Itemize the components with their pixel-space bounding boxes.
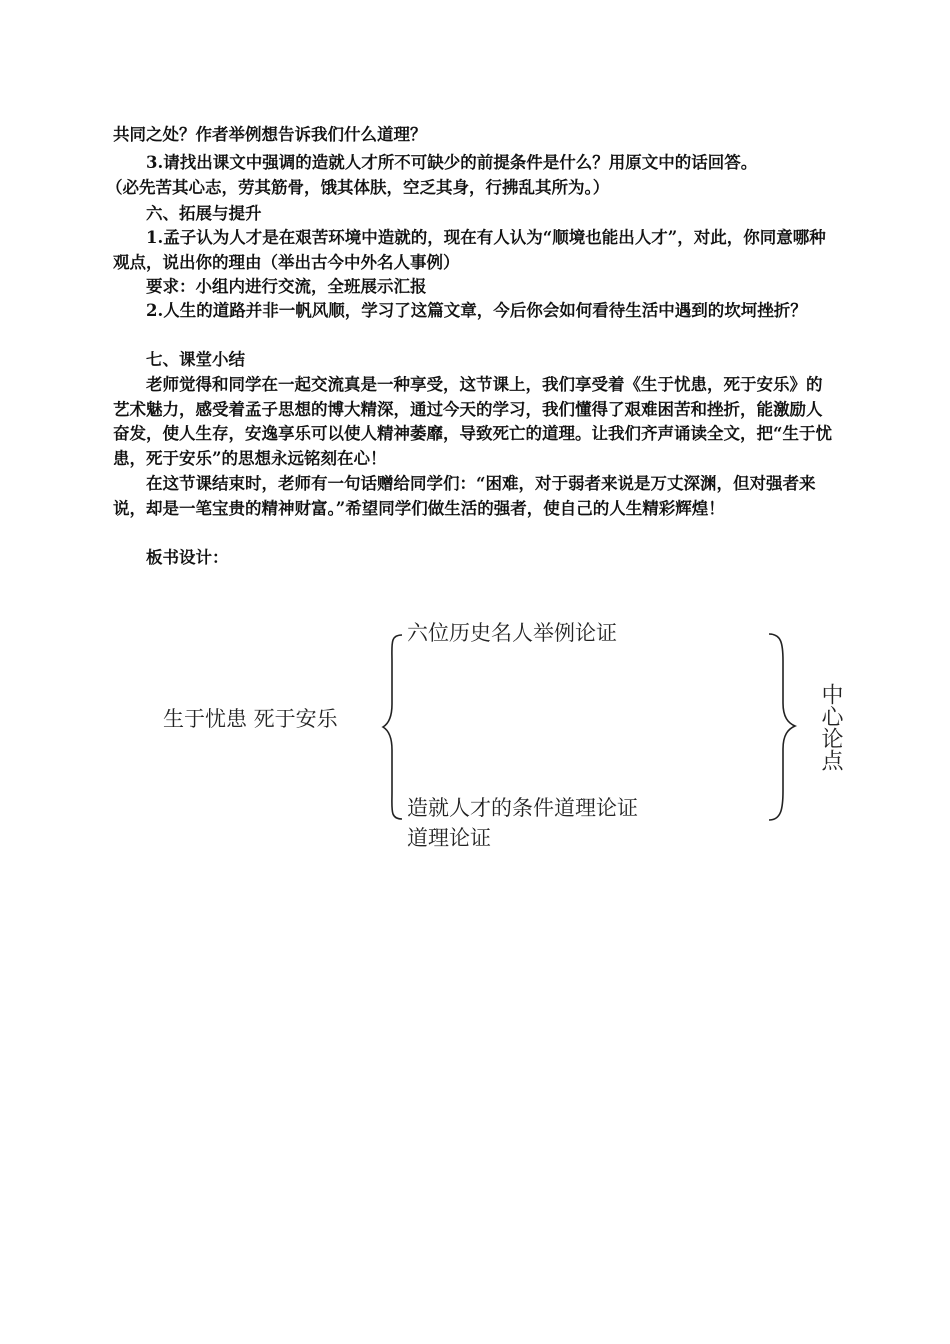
board-title: 生于忧患 死于安乐 [163,707,338,731]
paragraph-9: 老师觉得和同学在一起交流真是一种享受，这节课上，我们享受着《生于忧患，死于安乐》的艺术魅力，感受着孟子思想的博大精深，通过今天的学习，我们懂得了艰难困苦和挫折，能激励人奋发，使人生存，安逸享乐可以使人精神萎靡，导致死亡的道理。让我们齐声诵读全文，把“生于忧患，死于安乐”的思想永远铭刻在心！ [113,375,832,468]
paragraph-7: 2.人生的道路并非一帆风顺，学习了这篇文章，今后你会如何看待生活中遇到的坎坷挫折？ [146,301,807,320]
paragraph-5: 1.孟子认为人才是在艰苦环境中造就的，现在有人认为“顺境也能出人才”，对此，你同意哪种观点，说出你的理由（举出古今中外名人事例） [113,228,826,272]
central-thesis-label: 中心论点 [818,683,843,771]
board-design-label: 板书设计： [146,548,229,567]
paragraph-3: （必先苦其心志，劳其筋骨，饿其体肤，空乏其身，行拂乱其所为。） [106,178,610,197]
left-brace [380,632,410,822]
right-brace [765,631,799,823]
branch-top: 六位历史名人举例论证 [407,621,617,645]
paragraph-6: 要求：小组内进行交流，全班展示汇报 [146,277,427,296]
paragraph-2: 3.请找出课文中强调的造就人才所不可缺少的前提条件是什么？用原文中的话回答。 [146,153,758,172]
branch-bottom-line-2: 道理论证 [407,826,491,850]
paragraph-10: 在这节课结束时，老师有一句话赠给同学们：“困难，对于弱者来说是万丈深渊，但对强者来说，却是一笔宝贵的精神财富。”希望同学们做生活的强者，使自己的人生精彩辉煌！ [113,474,816,518]
section-heading-7: 七、课堂小结 [146,350,245,369]
branch-bottom-line-1: 造就人才的条件道理论证 [407,796,638,820]
section-heading-6: 六、拓展与提升 [146,204,262,223]
paragraph-1: 共同之处？作者举例想告诉我们什么道理？ [113,125,427,144]
